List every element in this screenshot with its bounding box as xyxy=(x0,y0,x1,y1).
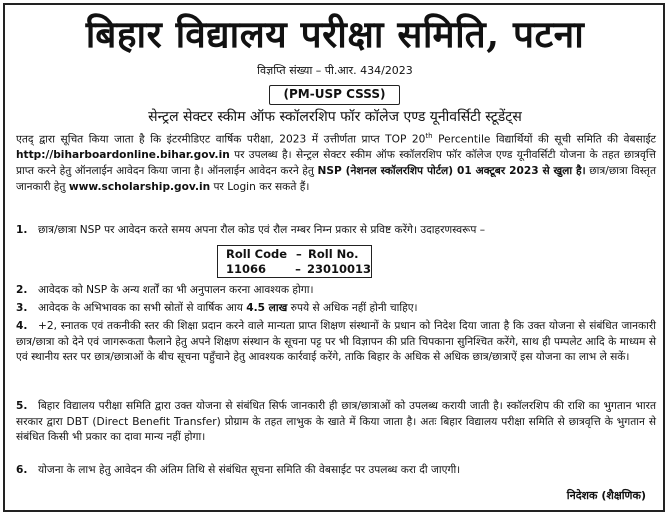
list-item: 6. योजना के लाभ हेतु आवेदन की अंतिम तिथि से संबंधित सूचना समिति की वेबसाईट पर उपलब्ध करा दी जाएगी। xyxy=(16,464,461,476)
roll-code-value: 11066 xyxy=(226,262,267,276)
intro-paragraph: एतद् द्वारा सूचित किया जाता है कि इंटरमीडिएट वार्षिक परीक्षा, 2023 में उत्तीर्णता प्राप्त TOP 20th Percentile विद्यार्थियों की सूची समिति की वेबसाईट http://biharboardonline.bihar.gov.in पर उपलब्ध है। सेन्ट्रल सेक्टर स्कीम ऑफ स्कॉलरशिप फॉर कॉलेज एण्ड यूनीवर्सिटी योजना के तहत छात्रवृत्ति प्राप्त करने हेतु ऑनलाईन आवेदन किया जाना है। ऑनलाईन आवेदन करने हेतु NSP (नेशनल स्कॉलरशिप पोर्टल) 01 अक्टूबर 2023 से खुला है। छात्र/छात्रा विस्तृत जानकारी हेतु www.scholarship.gov.in पर Login कर सकते हैं। xyxy=(16,132,656,193)
website-link-bihar-board[interactable]: http://biharboardonline.bihar.gov.in xyxy=(16,149,230,162)
list-item: 4. +2, स्नातक एवं तकनीकी स्तर की शिक्षा प्रदान करने वाले मान्यता प्राप्त शिक्षण संस्थानों के प्रधान को निदेश दिया जाता है कि उक्त योजना से संबंधित जानकारी छात्र/छात्रा को देने एवं जागरूकता फैलाने हेतु अपने शिक्षण संस्थान के सूचना पट्ट पर भी विज्ञापन की प्रति चिपकाना सुनिश्चित करेंगे, साथ ही पम्पलेट आदि के माध्यम से एवं स्थानीय स्तर पर छात्र/छात्राओं के बीच सूचना पहुँचाने हेतु आवश्यक कार्रवाई करेंगे, ताकि बिहार के अधिक से अधिक छात्र/छात्राऐं इस योजना का लाभ ले सकें। xyxy=(16,320,656,364)
roll-example-box: Roll Code – Roll No. 11066 – 23010013 xyxy=(217,245,372,278)
list-item: 3. आवेदक के अभिभावक का सभी स्रोतों से वार्षिक आय 4.5 लाख रुपये से अधिक नहीं होनी चाहिए। xyxy=(16,302,418,314)
website-link-scholarship[interactable]: www.scholarship.gov.in xyxy=(68,180,211,193)
nsp-open-date: NSP (नेशनल स्कॉलरशिप पोर्टल) 01 अक्टूबर 2023 से खुला है। xyxy=(317,164,586,177)
roll-no-value: 23010013 xyxy=(306,262,371,276)
page-title: बिहार विद्यालय परीक्षा समिति, पटना xyxy=(85,12,585,56)
scheme-code-box xyxy=(269,85,400,105)
list-item: 1. छात्र/छात्रा NSP पर आवेदन करते समय अपना रौल कोड एवं रौल नम्बर निम्न प्रकार से प्रविष्ट करेंगे। उदाहरणस्वरूप – xyxy=(16,224,486,236)
list-item: 2. आवेदक को NSP के अन्य शर्तों का भी अनुपालन करना आवश्यक होगा। xyxy=(16,284,314,296)
roll-no-label: Roll No. xyxy=(308,247,359,261)
scheme-name: सेन्ट्रल सेक्टर स्कीम ऑफ स्कॉलरशिप फॉर कॉलेज एण्ड यूनीवर्सिटी स्टूडेंट्स xyxy=(148,109,522,125)
scheme-code: (PM-USP CSSS) xyxy=(283,87,386,101)
roll-code-label: Roll Code xyxy=(226,247,288,261)
signature: निदेशक (शैक्षणिक) xyxy=(566,489,646,502)
list-item: 5. बिहार विद्यालय परीक्षा समिति द्वारा उक्त योजना से संबंधित सिर्फ जानकारी ही छात्र/छात्राओं को उपलब्ध करायी जाती है। स्कॉलरशिप की राशि का भुगतान भारत सरकार द्वारा DBT (Direct Benefit Transfer) प्रोग्राम के तहत लाभुक के खाते में किया जाता है। अतः बिहार विद्यालय परीक्षा समिति से छात्रवृत्ति के भुगतान से संबंधित किसी भी प्रकार का दावा मान्य नहीं होगा। xyxy=(16,400,656,444)
notice-number: विज्ञप्ति संख्या – पी.आर. 434/2023 xyxy=(257,64,413,77)
